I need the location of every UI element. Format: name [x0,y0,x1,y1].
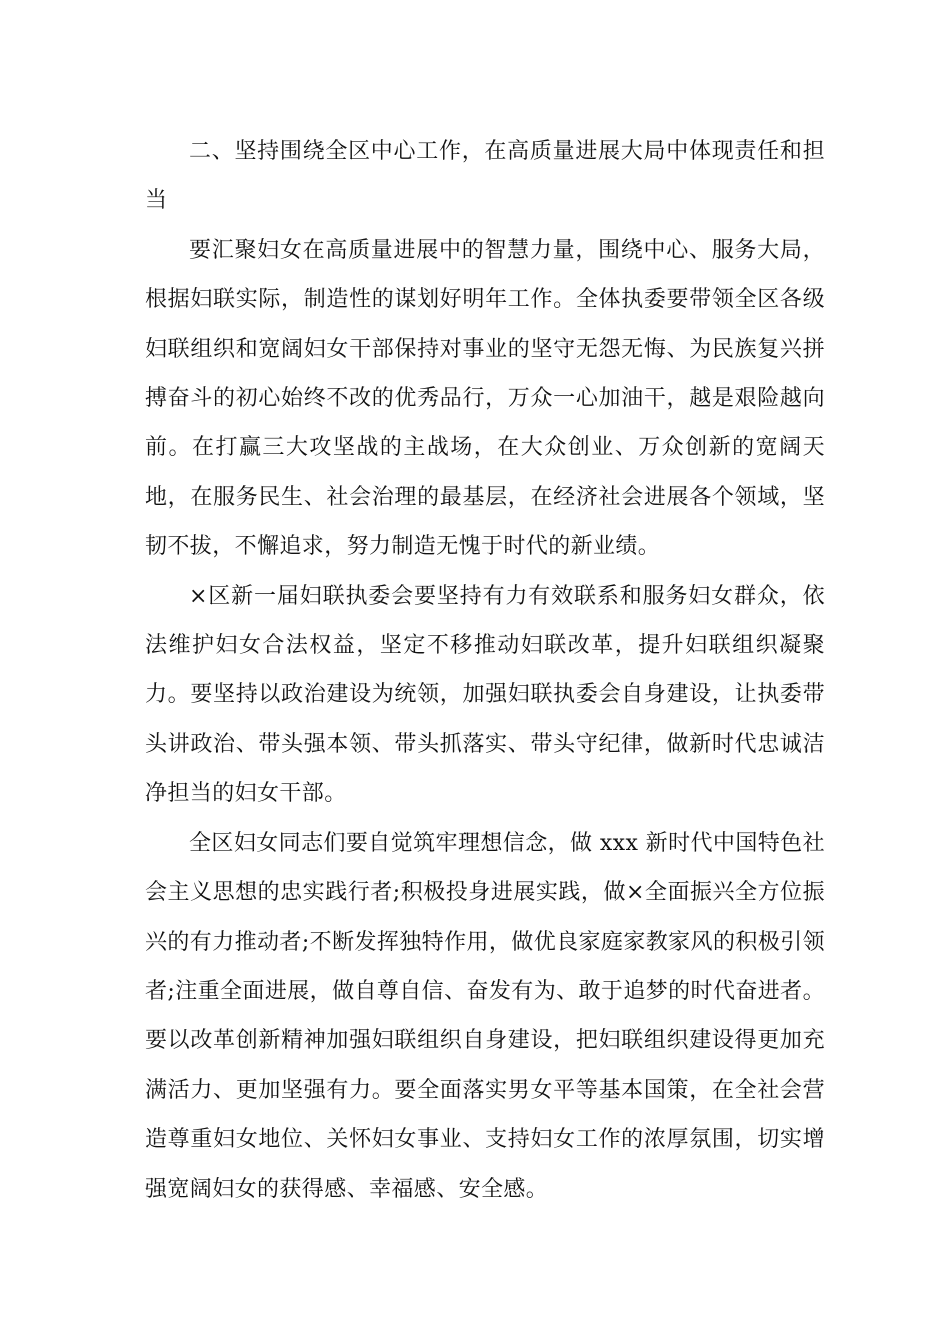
document-body [145,127,825,1214]
paragraph-goals: 要汇聚妇女在高质量进展中的智慧力量，围绕中心、服务大局，根据妇联实际，制造性的谋划好明年工作。全体执委要带领全区各级妇联组织和宽阔妇女干部保持对事业的坚守无怨无悔、为民族复兴拼搏奋斗的初心始终不改的优秀品行，万众一心加油干，越是艰险越向前。在打赢三大攻坚战的主战场，在大众创业、万众创新的宽阔天地，在服务民生、社会治理的最基层，在经济社会进展各个领域，坚韧不拔，不懈追求，努力制造无愧于时代的新业绩。 [145,237,825,560]
section-heading: 二、坚持围绕全区中心工作，在高质量进展大局中体现责任和担当 [145,139,825,214]
paragraph-committee: ×区新一届妇联执委会要坚持有力有效联系和服务妇女群众，依法维护妇女合法权益，坚定不移推动妇联改革，提升妇联组织凝聚力。要坚持以政治建设为统领，加强妇联执委会自身建设，让执委带头讲政治、带头强本领、带头抓落实、带头守纪律，做新时代忠诚洁净担当的妇女干部。 [145,583,825,807]
paragraph-women-comrades: 全区妇女同志们要自觉筑牢理想信念，做 xxx 新时代中国特色社会主义思想的忠实践行者;积极投身进展实践，做×全面振兴全方位振兴的有力推动者;不断发挥独特作用，做优良家庭家教家风的积极引领者;注重全面进展，做自尊自信、奋发有为、敢于追梦的时代奋进者。要以改革创新精神加强妇联组织自身建设，把妇联组织建设得更加充满活力、更加坚强有力。要全面落实男女平等基本国策，在全社会营造尊重妇女地位、关怀妇女事业、支持妇女工作的浓厚氛围，切实增强宽阔妇女的获得感、幸福感、安全感。 [145,830,825,1202]
